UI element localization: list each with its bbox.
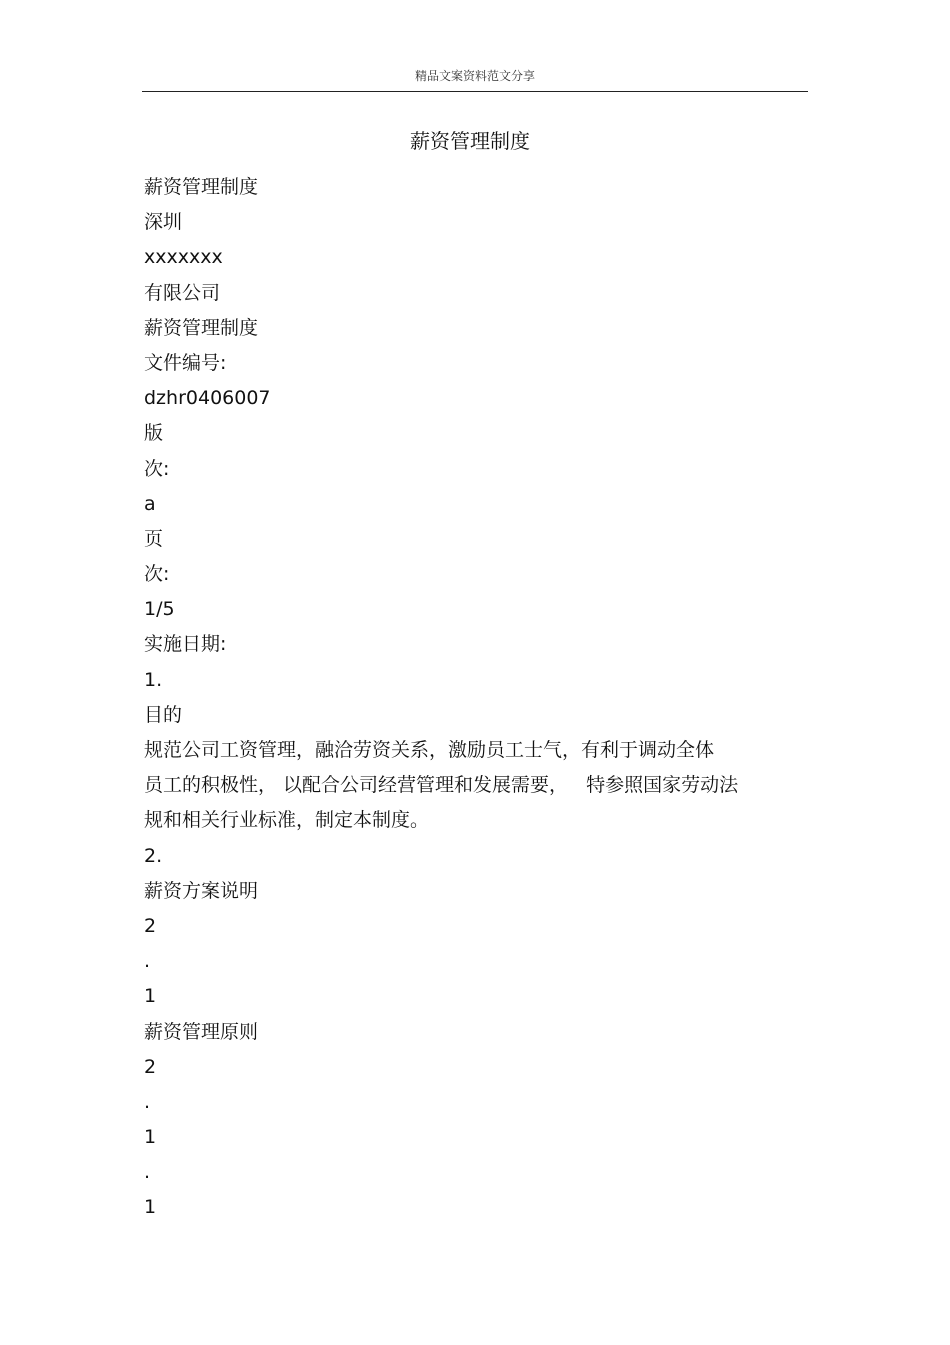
body-line: 次: [144,457,170,480]
body-line: 深圳 [144,211,183,234]
body-line: 1 [144,1126,157,1149]
body-line: 页 [144,527,164,550]
body-line: 版 [144,422,164,445]
body-line: a [144,492,156,515]
body-line: 薪资方案说明 [144,879,259,902]
body-line: 薪资管理原则 [144,1020,259,1043]
body-line: 薪资管理制度 [144,316,259,339]
body-line: . [144,950,151,973]
body-line: 员工的积极性， 以配合公司经营管理和发展需要， 特参照国家劳动法 [144,774,739,797]
header-divider [142,91,808,92]
body-line: 目的 [144,703,183,726]
document-title: 薪资管理制度 [410,129,530,153]
body-line: 1/5 [144,598,175,621]
body-line: 有限公司 [144,281,221,304]
body-line: 1. [144,668,163,691]
page-header: 精品文案资料范文分享 [414,69,535,83]
body-line: 薪资管理制度 [144,176,259,198]
body-line: xxxxxxx [144,246,223,269]
body-line: 实施日期: [144,633,227,656]
document-body [144,170,814,1226]
body-line: . [144,1161,151,1184]
body-line: 1 [144,1196,157,1219]
body-line: . [144,1090,151,1113]
body-line: 规和相关行业标准，制定本制度。 [144,809,430,832]
body-line: 规范公司工资管理，融洽劳资关系，激励员工士气，有利于调动全体 [144,739,715,761]
body-line: 文件编号: [144,351,227,374]
body-line: dzhr0406007 [144,387,271,410]
body-line: 2. [144,844,163,867]
body-line: 1 [144,985,157,1008]
body-line: 2 [144,1055,157,1078]
body-line: 2 [144,914,157,937]
body-line: 次: [144,563,170,586]
